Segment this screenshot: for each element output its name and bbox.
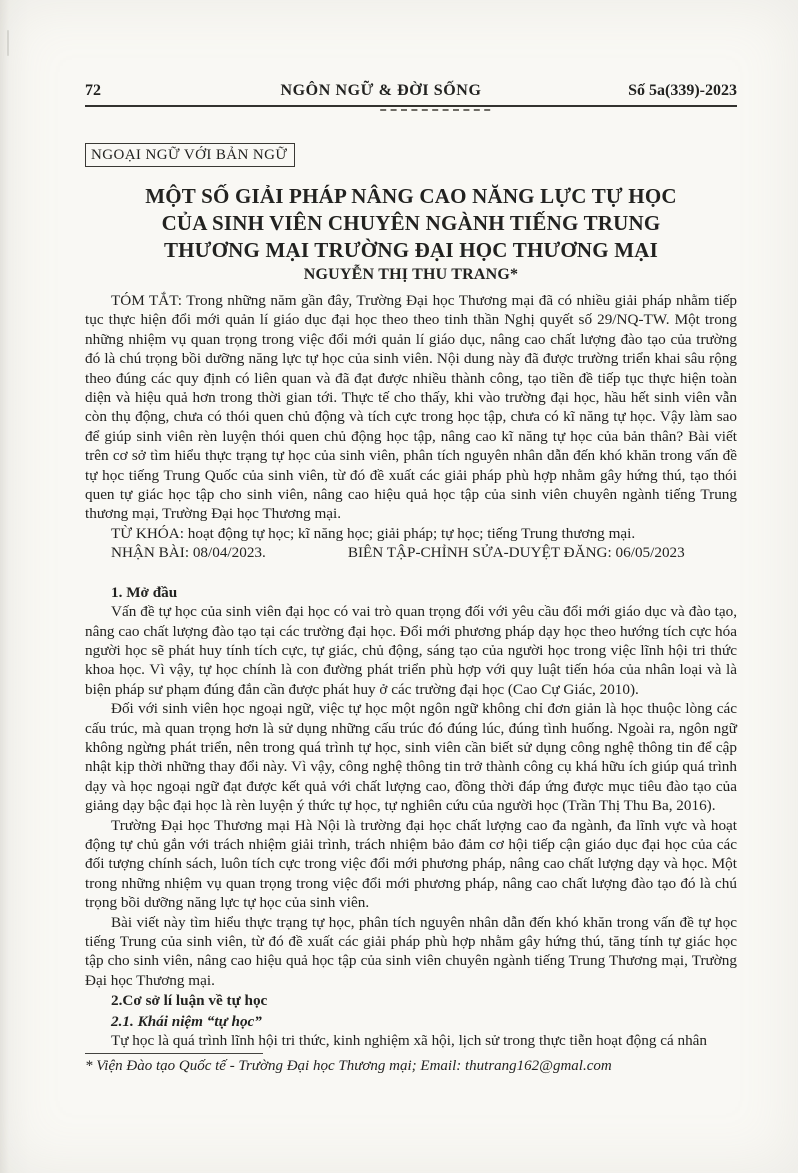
keywords-line [85, 524, 737, 543]
article-title-line-2: CỦA SINH VIÊN CHUYÊN NGÀNH TIẾNG TRUNG [161, 211, 661, 235]
section-2-1-heading: 2.1. Khái niệm “tự học” [111, 1012, 262, 1030]
journal-title: NGÔN NGỮ & ĐỜI SỐNG [280, 82, 482, 99]
body-paragraph-5: Tự học là quá trình lĩnh hội tri thức, kinh nghiệm xã hội, lịch sử trong thực tiễn hoạt động cá nhân [111, 1032, 708, 1050]
body-paragraph-3: Trường Đại học Thương mại Hà Nội là trường đại học chất lượng cao đa ngành, đa lĩnh vực và hoạt động tự chủ gắn với trách nhiệm giải trình, trách nhiệm bảo đảm cơ hội tiếp cận giáo dục đại học của các đối tượng chính sách, luôn tích cực trong việc đổi mới phương pháp, nâng cao chất lượng dạy và học. Một trong những nhiệm vụ quan trọng trong việc đổi mới phương pháp, nâng cao chất lượng đào tạo đó là chú trọng bồi dưỡng năng lực tự học của sinh viên. [85, 816, 737, 912]
abstract-label: TÓM TẮT: [111, 292, 182, 309]
keywords-label: TỪ KHÓA: [111, 524, 184, 542]
issue-label: Số 5a(339)-2023 [628, 82, 737, 99]
body-paragraph-4: Bài viết này tìm hiểu thực trạng tự học, phân tích nguyên nhân dẫn đến khó khăn trong vấn đề tự học tiếng Trung của sinh viên, từ đó đề xuất các giải pháp phù hợp nhằm gây hứng thú, tăng tính tự giác học tập cho sinh viên, nâng cao hiệu quả học tập của sinh viên chuyên ngành tiếng Trung Thương mại, Trường Đại học Thương mại. [85, 913, 737, 989]
section-2-heading: 2.Cơ sở lí luận về tự học [111, 992, 268, 1010]
body-paragraph-2: Đối với sinh viên học ngoại ngữ, việc tự học một ngôn ngữ không chỉ đơn giản là học thuộc lòng các cấu trúc, mà quan trọng hơn là sử dụng những cấu trúc đó đúng lúc, đúng tình huống. Ngoài ra, ngôn ngữ không ngừng phát triển, nên trong quá trình tự học, sinh viên cần biết sử dụng công nghệ thông tin để cập nhật kịp thời những thay đổi này. Vì vậy, công nghệ thông tin trở thành công cụ khá hữu ích giúp quá trình dạy và học ngoại ngữ đạt được kết quả với chất lượng cao, đồng thời đáp ứng được mục tiêu đào tạo của giảng dạy bậc đại học là rèn luyện ý thức tự học, tự nghiên cứu của người học (Trần Thị Thu Ba, 2016). [85, 700, 737, 815]
abstract-text: Trong những năm gần đây, Trường Đại học Thương mại đã có nhiều giải pháp nhằm tiếp tục thực hiện đổi mới quản lí giáo dục đại học theo theo tinh thần Nghị quyết số 29/NQ-TW. Một trong những nhiệm vụ quan trọng trong việc đổi mới quản lí giáo dục, nâng cao chất lượng đào tạo của trường đó là chú trọng bồi dưỡng năng lực tự học của sinh viên. Nội dung này đã được trường triển khai sâu rộng theo đúng các quy định có liên quan và đã đạt được nhiều thành công, tạo tiền đề tiếp tục thực hiện toàn diện và hiệu quả hơn trong thời gian tới. Thực tế cho thấy, khi vào trường đại học, hầu hết sinh viên vẫn còn thụ động, chưa có thói quen chủ động và tích cực trong học tập, chưa có kĩ năng tự học. Vậy làm sao để giúp sinh viên rèn luyện thói quen chủ động học tập, nâng cao kĩ năng tự học của bản thân? Bài viết trên cơ sở tìm hiểu thực trạng tự học của sinh viên, phân tích nguyên nhân dẫn đến khó khăn trong vấn đề tự học tiếng Trung Quốc của sinh viên, từ đó đề xuất các giải pháp phù hợp nhằm gây hứng thú, tạo thói quen tự giác học tập cho sinh viên, nâng cao hiệu quả học tập của sinh viên chuyên ngành tiếng Trung thương mại, Trường Đại học Thương mại. [85, 292, 737, 523]
page-number: 72 [85, 82, 101, 99]
keywords-text: hoạt động tự học; kĩ năng học; giải pháp; tự học; tiếng Trung thương mại. [187, 524, 636, 542]
dashed-underline-mark [380, 109, 490, 111]
footnote-separator-rule [85, 1053, 263, 1054]
article-title [85, 183, 737, 264]
article-title-line-3: THƯƠNG MẠI TRƯỜNG ĐẠI HỌC THƯƠNG MẠI [163, 238, 659, 262]
dates-line [85, 543, 737, 562]
section-1-heading: 1. Mở đầu [111, 583, 178, 601]
footnote-area [85, 1053, 737, 1076]
scan-artifact [7, 30, 9, 56]
body-paragraph-1: Vấn đề tự học của sinh viên đại học có vai trò quan trọng đối với yêu cầu đổi mới giáo dục và đào tạo, nâng cao chất lượng đào tạo tại các trường đại học. Đổi mới phương pháp dạy học theo hướng tích cực hóa người học sẽ phát huy tính tích cực, tự giác, chủ động, sáng tạo của người học trong việc lĩnh hội tri thức khoa học. Vì vậy, tự học chính là con đường phát triển phù hợp với quy luật tiến hóa của nhân loại và là biện pháp sư phạm đúng đắn cần được phát huy ở các trường đại học (Cao Cự Giác, 2010). [85, 603, 737, 698]
abstract-paragraph [85, 291, 737, 524]
running-head [85, 82, 737, 107]
article-body [85, 583, 737, 1051]
received-date: NHẬN BÀI: 08/04/2023. [111, 544, 266, 562]
page-content [85, 82, 737, 1076]
review-info: BIÊN TẬP-CHỈNH SỬA-DUYỆT ĐĂNG: 06/05/2023 [347, 544, 685, 562]
footnote-text: * Viện Đào tạo Quốc tế - Trường Đại học Thương mại; Email: thutrang162@gmal.com [85, 1058, 612, 1075]
section-tag-row [85, 107, 737, 167]
article-title-line-1: MỘT SỐ GIẢI PHÁP NÂNG CAO NĂNG LỰC TỰ HỌC [145, 184, 677, 208]
article-author: NGUYỄN THỊ THU TRANG* [303, 266, 519, 283]
section-tag-box: NGOẠI NGỮ VỚI BẢN NGỮ [85, 143, 295, 167]
